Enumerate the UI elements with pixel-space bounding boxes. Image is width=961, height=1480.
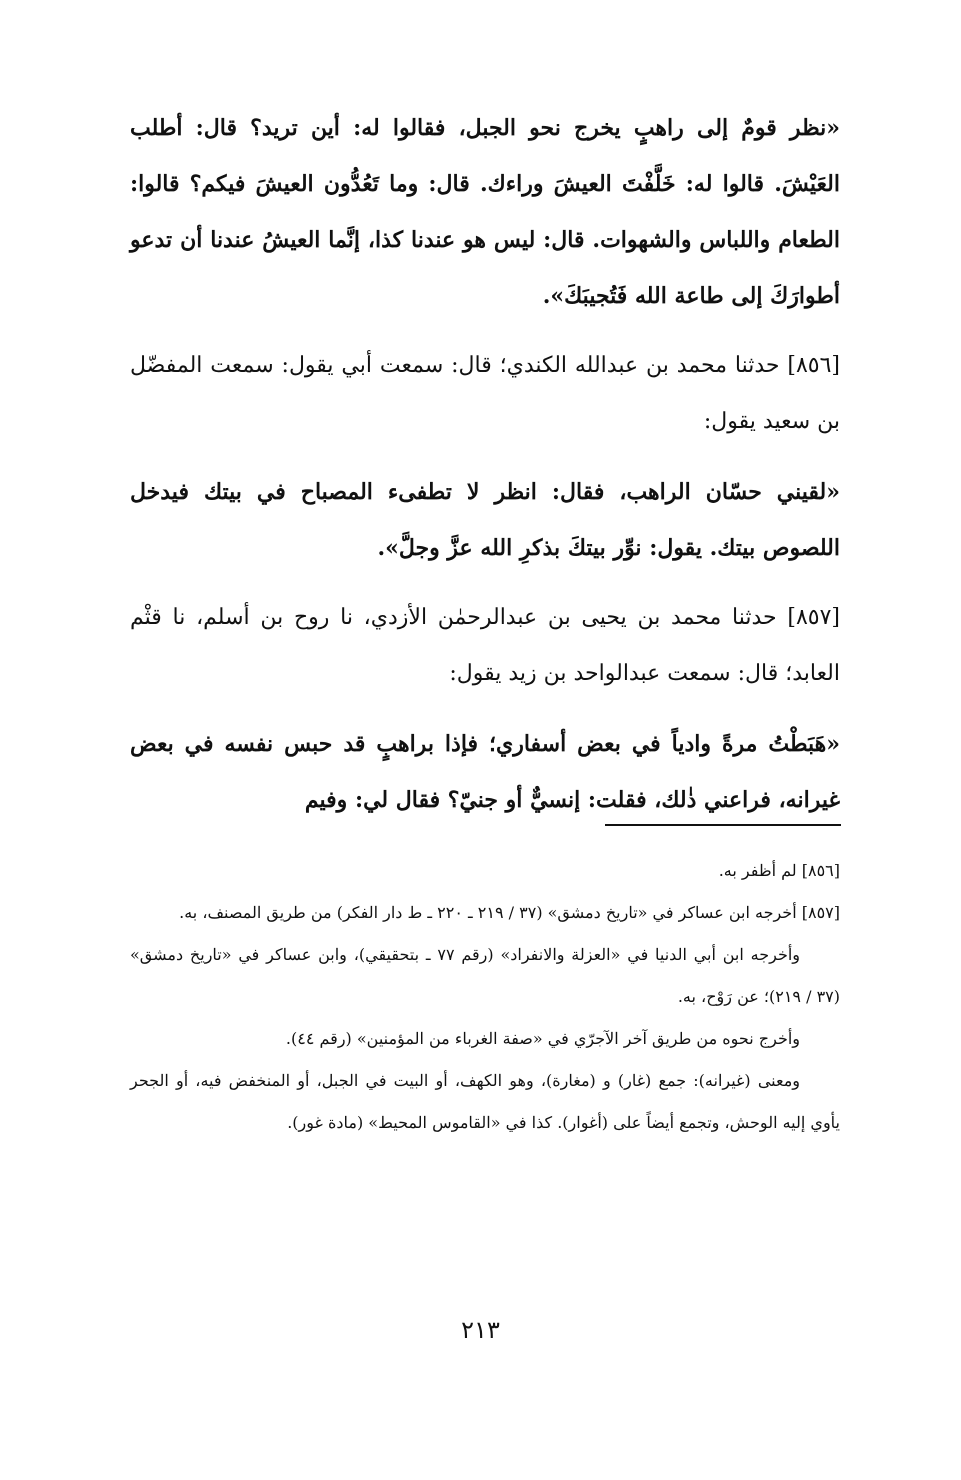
footnote-857-continued: وأخرجه ابن أبي الدنيا في «العزلة والانفراد» (رقم ٧٧ ـ بتحقيقي)، وابن عساكر في «تاريخ دمشق» (٣٧ / ٢١٩)؛ عن رَوْح، به. bbox=[130, 945, 840, 1006]
footnote-857-continued: وأخرج نحوه من طريق آخر الآجرّي في «صفة الغرباء من المؤمنين» (رقم ٤٤). bbox=[285, 1029, 800, 1048]
footnote-857: [٨٥٧] أخرجه ابن عساكر في «تاريخ دمشق» (٣٧ / ٢١٩ ـ ٢٢٠ ـ ط دار الفكر) من طريق المصنف، به. bbox=[179, 903, 840, 922]
main-text bbox=[130, 100, 840, 842]
page-number: ٢١٣ bbox=[461, 1316, 500, 1344]
footnote-separator bbox=[605, 824, 841, 826]
quote-paragraph: «نظر قومٌ إلى راهبٍ يخرج نحو الجبل، فقالوا له: أين تريد؟ قال: أطلب العَيْشَ. قالوا له: خَلَّفْتَ العيشَ وراءك. قال: وما تَعُدُّون العيشَ فيكم؟ قالوا: الطعام واللباس والشهوات. قال: ليس هو عندنا كذا، إنَّما العيشُ عندنا أن تدعو أطوارَكَ إلى طاعة الله فَتُجيبَكَ». bbox=[130, 115, 840, 309]
footnote-gloss: ومعنى (غيرانه): جمع (غار) و (مغارة)، وهو الكهف، أو البيت في الجبل، أو المنخفض فيه، أو الجحر يأوي إليه الوحش، وتجمع أيضاً على (أغوار). كذا في «القاموس المحيط» (مادة غور). bbox=[130, 1071, 840, 1132]
footnotes bbox=[130, 850, 840, 1144]
footnote-856: [٨٥٦] لم أظفر به. bbox=[718, 861, 840, 880]
narration-chain-856: [٨٥٦] حدثنا محمد بن عبدالله الكندي؛ قال: سمعت أبي يقول: سمعت المفضّل بن سعيد يقول: bbox=[130, 353, 840, 434]
quote-paragraph: «لقيني حسّان الراهب، فقال: انظر لا تطفىء المصباح في بيتك فيدخل اللصوص بيتك. يقول: نوِّر بيتكَ بذكرِ الله عزَّ وجلَّ». bbox=[130, 479, 840, 561]
quote-paragraph: «هَبَطْتُ مرةً وادياً في بعض أسفاري؛ فإذا براهبٍ قد حبس نفسه في بعض غيرانه، فراعني ذٰلك، فقلت: إنسيٌّ أو جنيّ؟ فقال لي: وفيم bbox=[130, 731, 840, 813]
narration-chain-857: [٨٥٧] حدثنا محمد بن يحيى بن عبدالرحمٰن الأزدي، نا روح بن أسلم، نا قثْم العابد؛ قال: سمعت عبدالواحد بن زيد يقول: bbox=[130, 605, 840, 686]
